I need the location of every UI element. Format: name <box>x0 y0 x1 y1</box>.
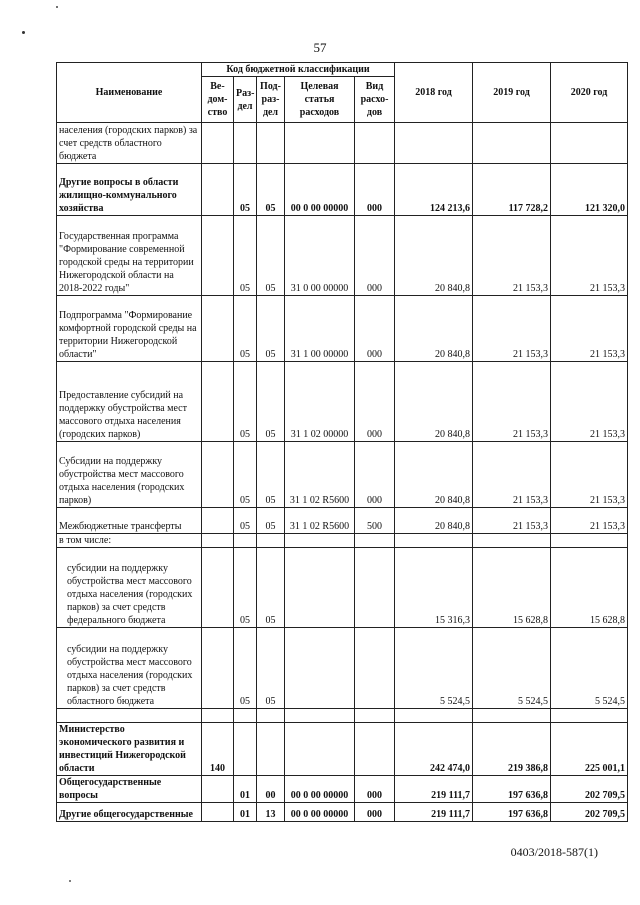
header-vid: Вид расхо- дов <box>355 77 395 123</box>
row-podrazdel <box>257 723 285 776</box>
row-vid: 000 <box>355 362 395 442</box>
row-name: Государственная программа "Формирование современной городской среды на территории Нижегородской области на 2018-2022 годы" <box>57 216 202 296</box>
table-row <box>57 296 628 362</box>
row-celevaya <box>285 628 355 709</box>
row-celevaya <box>285 534 355 548</box>
row-name: Подпрограмма "Формирование комфортной городской среды на территории Нижегородской области" <box>57 296 202 362</box>
row-celevaya <box>285 709 355 723</box>
row-value-2020: 21 153,3 <box>551 362 628 442</box>
row-razdel: 05 <box>234 548 257 628</box>
row-name: населения (городских парков) за счет средств областного бюджета <box>57 123 202 164</box>
row-podrazdel: 05 <box>257 442 285 508</box>
scan-speck <box>22 31 25 34</box>
row-value-2019 <box>473 709 551 723</box>
table-row <box>57 442 628 508</box>
row-vid: 000 <box>355 776 395 803</box>
row-value-2019: 219 386,8 <box>473 723 551 776</box>
row-name: Субсидии на поддержку обустройства мест массового отдыха населения (городских парков) <box>57 442 202 508</box>
row-vid <box>355 723 395 776</box>
header-celevaya: Целевая статья расходов <box>285 77 355 123</box>
row-vedomstvo <box>202 164 234 216</box>
row-podrazdel: 05 <box>257 548 285 628</box>
row-name: Другие общегосударственные <box>57 803 202 822</box>
table-row <box>57 362 628 442</box>
row-value-2018: 124 213,6 <box>395 164 473 216</box>
table-row <box>57 164 628 216</box>
row-value-2018: 20 840,8 <box>395 442 473 508</box>
row-celevaya <box>285 723 355 776</box>
row-name: субсидии на поддержку обустройства мест массового отдыха населения (городских парков) за счет средств федерального бюджета <box>57 548 202 628</box>
row-value-2018: 242 474,0 <box>395 723 473 776</box>
row-vedomstvo <box>202 216 234 296</box>
row-celevaya: 00 0 00 00000 <box>285 776 355 803</box>
row-podrazdel: 05 <box>257 628 285 709</box>
table-row <box>57 803 628 822</box>
row-podrazdel: 05 <box>257 508 285 534</box>
row-value-2020: 225 001,1 <box>551 723 628 776</box>
row-name: Предоставление субсидий на поддержку обустройства мест массового отдыха населения (городских парков) <box>57 362 202 442</box>
header-podrazdel: Под- раз- дел <box>257 77 285 123</box>
scan-speck <box>69 880 71 882</box>
row-vid <box>355 709 395 723</box>
row-value-2020: 202 709,5 <box>551 776 628 803</box>
row-celevaya <box>285 548 355 628</box>
table-row <box>57 548 628 628</box>
page-number: 57 <box>313 40 327 55</box>
row-value-2019: 21 153,3 <box>473 216 551 296</box>
row-value-2020: 202 709,5 <box>551 803 628 822</box>
row-vid: 000 <box>355 296 395 362</box>
row-value-2019: 5 524,5 <box>473 628 551 709</box>
header-code-group: Код бюджетной классификации <box>202 63 395 77</box>
row-value-2019: 21 153,3 <box>473 362 551 442</box>
row-name: в том числе: <box>57 534 202 548</box>
header-2020: 2020 год <box>551 63 628 123</box>
row-celevaya <box>285 123 355 164</box>
row-razdel <box>234 123 257 164</box>
row-name: Общегосударственные вопросы <box>57 776 202 803</box>
row-vedomstvo <box>202 628 234 709</box>
scan-speck <box>56 6 58 8</box>
row-vedomstvo <box>202 803 234 822</box>
row-vedomstvo: 140 <box>202 723 234 776</box>
row-razdel <box>234 534 257 548</box>
row-podrazdel: 00 <box>257 776 285 803</box>
row-razdel <box>234 723 257 776</box>
row-podrazdel <box>257 123 285 164</box>
row-vid: 500 <box>355 508 395 534</box>
row-value-2020: 21 153,3 <box>551 508 628 534</box>
header-2019: 2019 год <box>473 63 551 123</box>
row-razdel: 05 <box>234 296 257 362</box>
row-value-2018: 20 840,8 <box>395 296 473 362</box>
row-vid <box>355 534 395 548</box>
row-value-2018: 219 111,7 <box>395 803 473 822</box>
table-row <box>57 709 628 723</box>
row-vedomstvo <box>202 123 234 164</box>
row-value-2019: 21 153,3 <box>473 296 551 362</box>
row-podrazdel <box>257 534 285 548</box>
row-value-2019: 15 628,8 <box>473 548 551 628</box>
row-vedomstvo <box>202 296 234 362</box>
header-2018: 2018 год <box>395 63 473 123</box>
row-celevaya: 00 0 00 00000 <box>285 164 355 216</box>
row-razdel: 01 <box>234 776 257 803</box>
row-celevaya: 31 0 00 00000 <box>285 216 355 296</box>
row-vedomstvo <box>202 548 234 628</box>
row-podrazdel: 05 <box>257 216 285 296</box>
row-razdel: 05 <box>234 508 257 534</box>
row-vedomstvo <box>202 534 234 548</box>
row-name: субсидии на поддержку обустройства мест массового отдыха населения (городских парков) за счет средств областного бюджета <box>57 628 202 709</box>
row-celevaya: 31 1 02 00000 <box>285 362 355 442</box>
row-value-2018 <box>395 534 473 548</box>
row-vid <box>355 548 395 628</box>
row-podrazdel: 05 <box>257 296 285 362</box>
row-value-2018: 20 840,8 <box>395 216 473 296</box>
row-value-2019: 21 153,3 <box>473 508 551 534</box>
row-value-2020: 21 153,3 <box>551 216 628 296</box>
row-celevaya: 00 0 00 00000 <box>285 803 355 822</box>
row-name: Межбюджетные трансферты <box>57 508 202 534</box>
row-value-2020 <box>551 534 628 548</box>
row-vid: 000 <box>355 803 395 822</box>
row-value-2020: 21 153,3 <box>551 442 628 508</box>
row-celevaya: 31 1 00 00000 <box>285 296 355 362</box>
table-row <box>57 723 628 776</box>
row-razdel: 05 <box>234 628 257 709</box>
row-podrazdel <box>257 709 285 723</box>
row-vid: 000 <box>355 164 395 216</box>
row-vedomstvo <box>202 362 234 442</box>
row-name <box>57 709 202 723</box>
row-value-2019: 197 636,8 <box>473 776 551 803</box>
row-razdel: 01 <box>234 803 257 822</box>
row-value-2018 <box>395 123 473 164</box>
row-name: Министерство экономического развития и инвестиций Нижегородской области <box>57 723 202 776</box>
table-row <box>57 123 628 164</box>
row-podrazdel: 13 <box>257 803 285 822</box>
row-value-2018: 219 111,7 <box>395 776 473 803</box>
table-row <box>57 776 628 803</box>
row-podrazdel: 05 <box>257 362 285 442</box>
budget-table <box>56 62 628 822</box>
row-value-2019: 21 153,3 <box>473 442 551 508</box>
row-value-2020: 121 320,0 <box>551 164 628 216</box>
row-vedomstvo <box>202 776 234 803</box>
row-celevaya: 31 1 02 R5600 <box>285 442 355 508</box>
header-razdel: Раз- дел <box>234 77 257 123</box>
document-number: 0403/2018-587(1) <box>510 845 598 859</box>
table-row <box>57 216 628 296</box>
row-razdel: 05 <box>234 442 257 508</box>
row-value-2018: 15 316,3 <box>395 548 473 628</box>
row-vid <box>355 123 395 164</box>
table-row <box>57 534 628 548</box>
row-value-2018: 5 524,5 <box>395 628 473 709</box>
table-row <box>57 508 628 534</box>
row-vedomstvo <box>202 442 234 508</box>
row-value-2018 <box>395 709 473 723</box>
row-value-2020 <box>551 123 628 164</box>
row-value-2020 <box>551 709 628 723</box>
row-value-2019 <box>473 534 551 548</box>
row-celevaya: 31 1 02 R5600 <box>285 508 355 534</box>
row-vid: 000 <box>355 216 395 296</box>
row-vedomstvo <box>202 508 234 534</box>
row-podrazdel: 05 <box>257 164 285 216</box>
header-name: Наименование <box>57 63 202 123</box>
row-name: Другие вопросы в области жилищно-коммунального хозяйства <box>57 164 202 216</box>
row-value-2019: 117 728,2 <box>473 164 551 216</box>
row-value-2018: 20 840,8 <box>395 362 473 442</box>
header-vedomstvo: Ве- дом- ство <box>202 77 234 123</box>
row-razdel: 05 <box>234 216 257 296</box>
row-value-2019 <box>473 123 551 164</box>
row-vid: 000 <box>355 442 395 508</box>
row-value-2020: 5 524,5 <box>551 628 628 709</box>
row-value-2019: 197 636,8 <box>473 803 551 822</box>
row-razdel: 05 <box>234 164 257 216</box>
row-value-2018: 20 840,8 <box>395 508 473 534</box>
table-row <box>57 628 628 709</box>
row-vid <box>355 628 395 709</box>
row-razdel <box>234 709 257 723</box>
row-razdel: 05 <box>234 362 257 442</box>
row-vedomstvo <box>202 709 234 723</box>
row-value-2020: 21 153,3 <box>551 296 628 362</box>
row-value-2020: 15 628,8 <box>551 548 628 628</box>
